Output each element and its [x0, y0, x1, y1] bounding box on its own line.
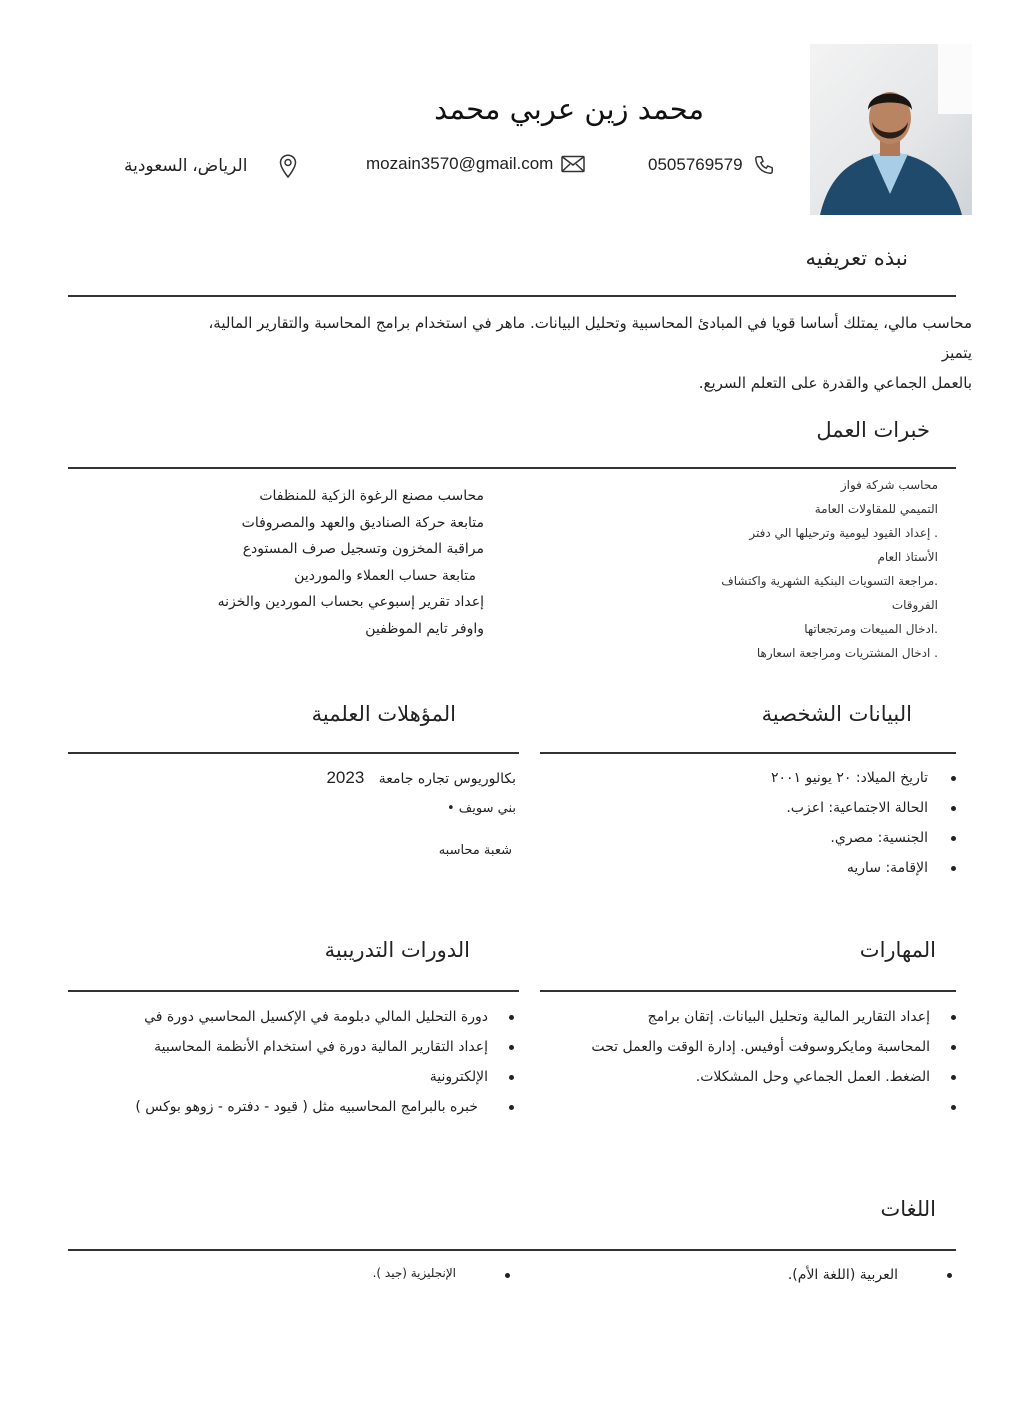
courses-list: [88, 1002, 488, 1122]
list-item: دورة التحليل المالي دبلومة في الإكسيل المحاسبي دورة في: [88, 1002, 488, 1032]
envelope-icon: [561, 155, 585, 173]
experience-line: الأستاذ العام: [877, 550, 938, 564]
personal-list: [568, 763, 928, 883]
list-item: إعداد التقارير المالية وتحليل البيانات. إتقان برامج: [550, 1002, 930, 1032]
language-label: العربية (اللغة الأم).: [787, 1267, 898, 1283]
list-item: الإقامة: ساريه: [568, 853, 928, 883]
summary-title: نبذه تعريفيه: [805, 246, 908, 270]
contact-location: [124, 154, 297, 178]
summary-line: محاسب مالي، يمتلك أساسا قويا في المبادئ المحاسبية وتحليل البيانات. ماهر في استخدام برامج المحاسبة والتقارير المالية، يتميز: [208, 314, 972, 362]
experience-job-1: [678, 473, 938, 665]
language-arabic: [788, 1262, 898, 1289]
language-label: الإنجليزية (جيد ).: [372, 1266, 456, 1280]
experience-line: . إعداد القيود ليومية وترحيلها الي دفتر: [749, 526, 938, 540]
bullet-dot: [509, 1105, 514, 1110]
list-item: إعداد التقارير المالية دورة في استخدام الأنظمة المحاسبية: [88, 1032, 488, 1062]
bullet-dot: [951, 1045, 956, 1050]
bullet-dot: [509, 1015, 514, 1020]
degree-name: بكالوريوس تجاره جامعة: [378, 771, 516, 787]
experience-title: خبرات العمل: [816, 418, 930, 442]
skills-title: المهارات: [859, 938, 936, 962]
branch: شعبة محاسبه: [438, 843, 512, 858]
list-item: المحاسبة ومايكروسوفت أوفيس. إدارة الوقت والعمل تحت: [550, 1032, 930, 1062]
bullet-dot: [951, 1015, 956, 1020]
email-address: mozain3570@gmail.com: [366, 154, 554, 173]
courses-divider: [68, 990, 519, 992]
experience-line: .مراجعة التسويات البنكية الشهرية واكتشاف: [721, 574, 938, 588]
bullet-dot: [947, 1273, 952, 1278]
experience-job-2: [144, 483, 484, 642]
experience-line: محاسب شركة فواز: [840, 478, 938, 492]
summary-divider: [68, 295, 956, 297]
bullet-dot: [951, 1075, 956, 1080]
experience-line: . ادخال المشتريات ومراجعة اسعارها: [756, 646, 938, 660]
bullet-dot: [951, 806, 956, 811]
bullet-dot: [951, 836, 956, 841]
bullet-dot: [509, 1045, 514, 1050]
personal-title: البيانات الشخصية: [761, 702, 912, 726]
experience-line: محاسب مصنع الرغوة الزكية للمنظفات: [259, 488, 484, 504]
contact-email: [366, 154, 585, 174]
experience-line: .ادخال المبيعات ومرتجعاتها: [804, 622, 938, 636]
languages-divider: [68, 1249, 956, 1251]
experience-line: متابعة حساب العملاء والموردين: [294, 567, 476, 584]
list-item: الحالة الاجتماعية: اعزب.: [568, 793, 928, 823]
bullet-dot: [951, 1105, 956, 1110]
candidate-name: محمد زين عربي محمد: [434, 92, 704, 126]
experience-divider: [68, 467, 956, 469]
summary-line: بالعمل الجماعي والقدرة على التعلم السريع.: [698, 374, 972, 392]
contact-phone: [648, 154, 775, 176]
bullet-dot: [509, 1075, 514, 1080]
list-item: الإلكترونية: [88, 1062, 488, 1092]
experience-line: التميمي للمقاولات العامة: [814, 502, 938, 516]
education-divider: [68, 752, 519, 754]
bullet-dot: [951, 776, 956, 781]
experience-line: الفروقات: [891, 598, 938, 612]
skills-list: [550, 1002, 930, 1122]
profile-photo: [810, 44, 972, 215]
bullet-dot: [505, 1273, 510, 1278]
skills-divider: [540, 990, 956, 992]
degree: [216, 763, 516, 794]
education-title: المؤهلات العلمية: [311, 702, 456, 726]
experience-line: متابعة حركة الصناديق والعهد والمصروفات: [241, 514, 484, 531]
courses-title: الدورات التدريبية: [324, 938, 470, 962]
graduation-year: 2023: [326, 768, 365, 787]
university: بني سويف •: [447, 801, 516, 816]
summary-text: [192, 308, 972, 398]
list-item: الجنسية: مصري.: [568, 823, 928, 853]
experience-line: إعداد تقرير إسبوعي بحساب الموردين والخزنه: [217, 594, 484, 610]
experience-line: مراقبة المخزون وتسجيل صرف المستودع: [242, 541, 484, 557]
map-pin-icon: [279, 154, 297, 178]
phone-number: 0505769579: [648, 155, 743, 174]
education-details: [216, 763, 516, 866]
phone-icon: [753, 154, 775, 176]
language-english: [373, 1266, 456, 1280]
location-text: الرياض، السعودية: [124, 156, 248, 175]
list-item: تاريخ الميلاد: ٢٠ يونيو ٢٠٠١: [568, 763, 928, 793]
personal-divider: [540, 752, 956, 754]
languages-title: اللغات: [880, 1197, 936, 1221]
list-item: [550, 1092, 930, 1122]
list-item: خبره بالبرامج المحاسبيه مثل ( قيود - دفتره - زوهو بوكس ): [88, 1092, 488, 1122]
experience-line: واوفر تايم الموظفين: [365, 620, 484, 637]
bullet-dot: [951, 866, 956, 871]
list-item: الضغط. العمل الجماعي وحل المشكلات.: [550, 1062, 930, 1092]
